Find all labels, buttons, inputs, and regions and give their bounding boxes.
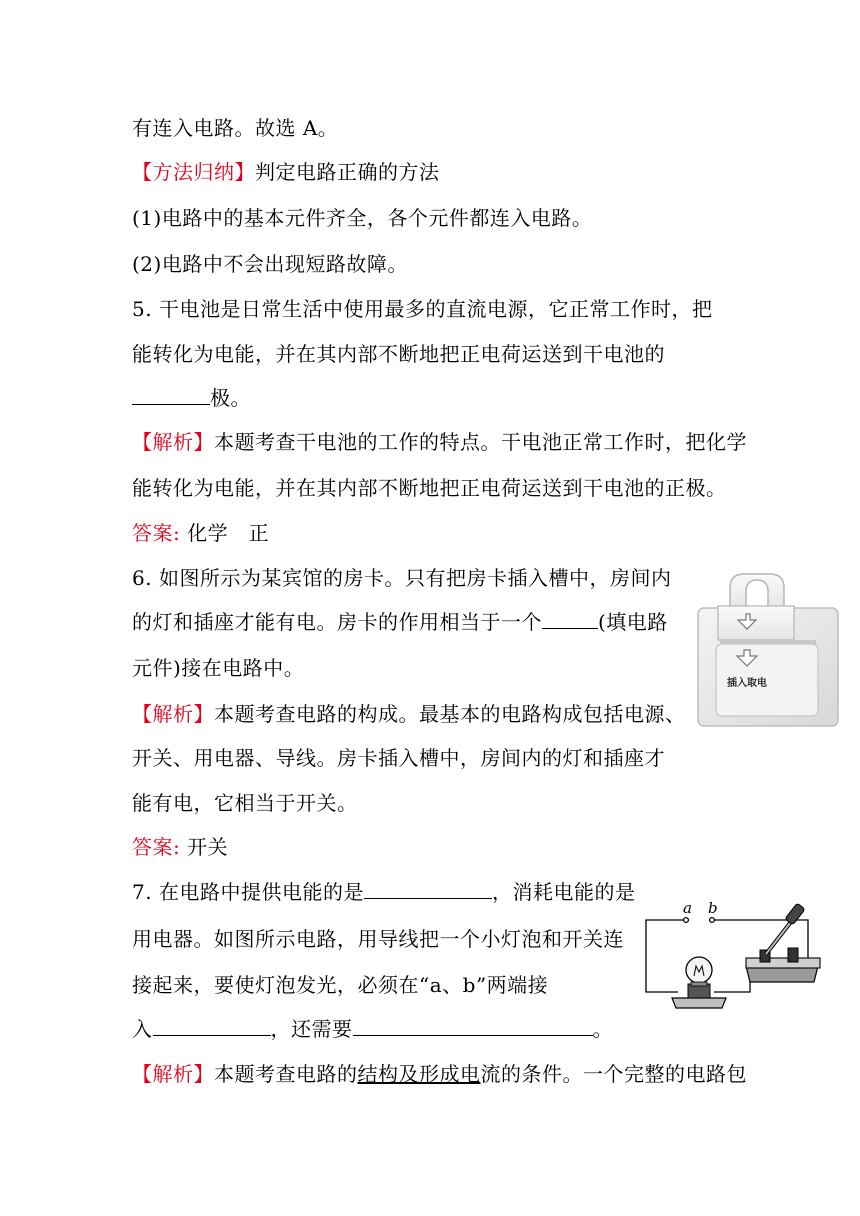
question-6-text: 的灯和插座才能有电。房卡的作用相当于一个 [132, 610, 542, 634]
answer-6-line [132, 835, 228, 859]
answer-text: 化学 正 [187, 521, 270, 545]
analysis-text-underlined: 结构及形成电 [357, 1062, 481, 1086]
answer-tag: 答案: [132, 835, 181, 859]
analysis-6-line [132, 702, 686, 726]
room-card-figure [694, 568, 842, 730]
answer-tag: 答案: [132, 521, 181, 545]
question-7-text: ，还需要 [270, 1017, 353, 1041]
method-summary-tag: 【方法归纳】 [132, 160, 255, 184]
text-line: (2)电路中不会出现短路故障。 [132, 252, 408, 276]
text-line: (1)电路中的基本元件齐全，各个元件都连入电路。 [132, 206, 593, 230]
question-6-line: 6. 如图所示为某宾馆的房卡。只有把房卡插入槽中，房间内 [132, 566, 672, 590]
card-label: 插入取电 [727, 678, 767, 689]
method-summary-line [132, 160, 440, 184]
analysis-tag: 【解析】 [132, 1062, 214, 1086]
question-6-text: (填电路 [598, 610, 668, 634]
circuit-figure [642, 896, 824, 1014]
knife-switch-icon [746, 903, 820, 982]
terminal-b [710, 918, 715, 923]
analysis-tag: 【解析】 [132, 430, 214, 454]
analysis-text: 流的条件。一个完整的电路包 [480, 1062, 747, 1086]
terminal-a-label: a [683, 899, 692, 917]
analysis-6-line: 能有电，它相当于开关。 [132, 791, 358, 815]
analysis-text: 本题考查电路的 [214, 1062, 358, 1086]
analysis-6-line: 开关、用电器、导线。房卡插入槽中，房间内的灯和插座才 [132, 746, 665, 770]
answer-text: 开关 [187, 835, 229, 859]
terminal-a [684, 918, 689, 923]
question-7-line: 用电器。如图所示电路，用导线把一个小灯泡和开关连 [132, 927, 624, 951]
question-5-text: 极。 [210, 386, 251, 410]
answer-blank [132, 386, 210, 405]
answer-blank [353, 1017, 593, 1036]
question-5-line: 能转化为电能，并在其内部不断地把正电荷运送到干电池的 [132, 342, 665, 366]
analysis-7-line [132, 1062, 747, 1086]
question-7-line [132, 1017, 613, 1041]
question-5-line: 5. 干电池是日常生活中使用最多的直流电源，它正常工作时，把 [132, 297, 713, 321]
terminal-b-label: b [708, 899, 718, 917]
question-7-text: ，消耗电能的是 [491, 880, 636, 904]
question-5-line [132, 386, 251, 410]
question-7-line: 接起来，要使灯泡发光，必须在“a、b”两端接 [132, 973, 549, 997]
answer-blank [542, 610, 598, 629]
analysis-5-line [132, 430, 747, 454]
wire [646, 920, 684, 992]
card-body [718, 606, 794, 640]
light-bulb-icon [672, 957, 726, 1008]
method-summary-text: 判定电路正确的方法 [255, 160, 440, 184]
question-7-text: 7. 在电路中提供电能的是 [132, 880, 364, 904]
analysis-text: 本题考查干电池的工作的特点。干电池正常工作时，把化学 [214, 430, 747, 454]
analysis-text: 本题考查电路的构成。最基本的电路构成包括电源、 [214, 702, 686, 726]
question-7-line [132, 880, 635, 904]
question-7-text: 。 [592, 1017, 613, 1041]
answer-blank [364, 880, 492, 899]
answer-5-line [132, 521, 269, 545]
analysis-tag: 【解析】 [132, 702, 214, 726]
text-line: 有连入电路。故选 A。 [132, 116, 339, 140]
analysis-5-line: 能转化为电能，并在其内部不断地把正电荷运送到干电池的正极。 [132, 476, 727, 500]
question-6-line: 元件)接在电路中。 [132, 656, 305, 680]
wire [714, 966, 750, 992]
answer-blank [153, 1017, 271, 1036]
question-7-text: 入 [132, 1017, 153, 1041]
question-6-line [132, 610, 668, 634]
